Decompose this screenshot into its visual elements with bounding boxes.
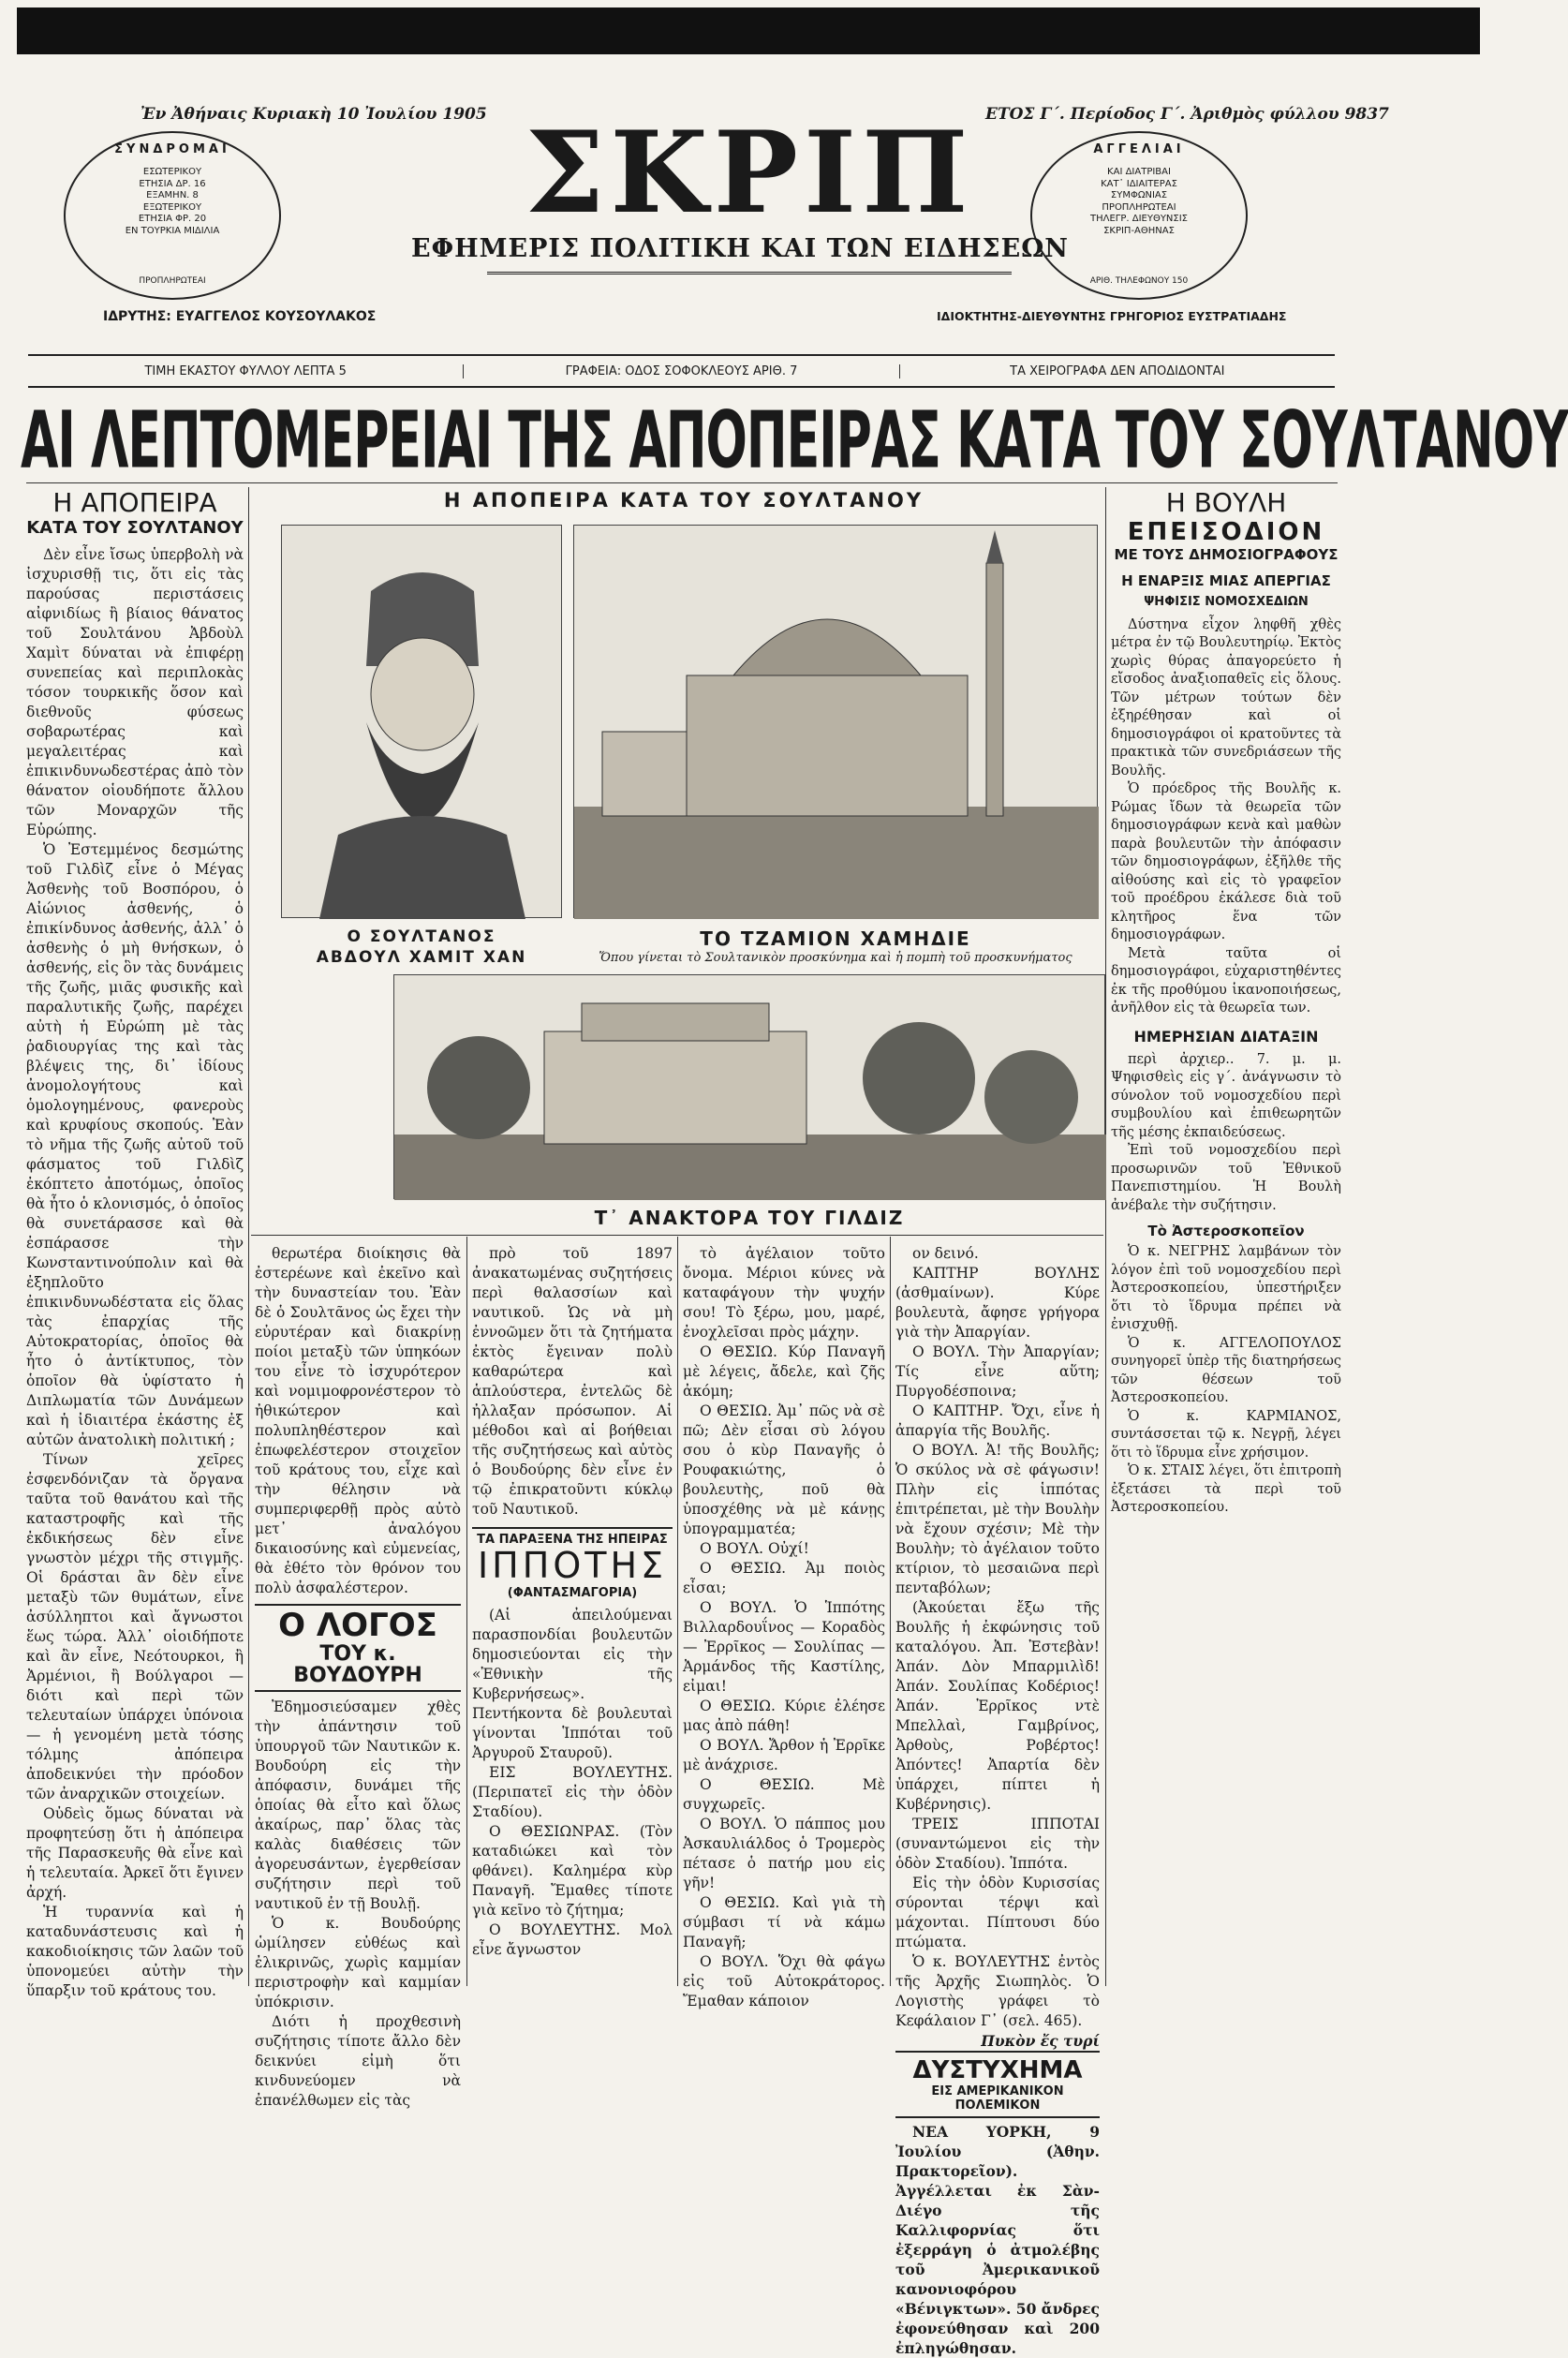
paragraph: Ὁ κ. ΑΓΓΕΛΟΠΟΥΛΟΣ συνηγορεῖ ὑπὲρ τῆς διατηρήσεως τῶν θέσεων τοῦ Ἀστεροσκοπείου. (1111, 1335, 1341, 1406)
paragraph: πρὸ τοῦ 1897 ἀνακατωμένας συζητήσεις περὶ θαλασσίων καὶ ναυτικοῦ. Ὡς νὰ μὴ ἐννοῶμεν ὅτι τὰ ζητήματα ἐκτὸς ἔγειναν πολὺ καθαρώτερα καὶ ἁπλούστερα, ἐντελῶς δὲ ἠλλαξαν πρόσωπον. Αἱ μέθοδοι καὶ αἱ βοήθειαι τῆς συζητήσεως καὶ αὐτὸς ὁ Βουδούρης δὲν εἶνε ἐν τῷ ἐπικρατοῦντι κύκλῳ τοῦ Ναυτικοῦ. (472, 1245, 673, 1518)
seal-foot: ΑΡΙΘ. ΤΗΛΕΦΩΝΟΥ 150 (1089, 275, 1189, 286)
paragraph: Ὁ κ. Βουδούρης ὡμίλησεν εὐθέως καὶ ἐλικρινῶς, χωρὶς καμμίαν περιστροφὴν καὶ καμμίαν ὑπόκρισιν. (255, 1914, 461, 2010)
masthead-rule (487, 272, 1012, 274)
article-sub4: ΨΗΦΙΣΙΣ ΝΟΜΟΣΧΕΔΙΩΝ (1144, 594, 1309, 609)
paragraph: Μετὰ ταῦτα οἱ δημοσιογράφοι, εὐχαριστηθέντες ἐκ τῆς προθύμου ἱκανοποιήσεως, ἀνῆλθον εἰς τὰ θεωρεῖα των. (1111, 945, 1341, 1016)
palace-picture (393, 974, 1105, 1199)
paragraph: Ο ΘΕΣΙΩΝΡΑΣ. (Τὸν καταδιώκει καὶ τὸν φθάνει). Καλημέρα κὺρ Παναγῆ. Ἔμαθες τίποτε γιὰ κεῖνο τὸ ζήτημα; (472, 1822, 673, 1919)
paragraph: τὸ ἀγέλαιον τοῦτο ὄνομα. Μέριοι κύνες νὰ καταφάγουν τὴν ψυχήν σου! Τὸ ξέρω, μου, μαρέ, ἐνοχλεῖσαι πρὸς μάχην. (683, 1245, 885, 1341)
seal-foot: ΠΡΟΠΛΗΡΩΤΕΑΙ (139, 275, 206, 286)
paragraph: Ο ΘΕΣΙΩ. Καὶ γιὰ τὴ σύμβασι τί νὰ κάμω Παναγῆ; (683, 1894, 885, 1950)
column-rule (677, 1237, 678, 1986)
headline-rule (26, 482, 1338, 483)
paragraph: Ο ΒΟΥΛ. Ὅχι θὰ φάγω εἰς τοῦ Αὐτοκράτορος. Ἔμαθαν κάποιον (683, 1953, 885, 2009)
paragraph: Ο ΒΟΥΛ. Ὁ πάππος μου Ἀσκαυλιάλδος ὁ Τρομερὸς πέτασε ὁ πατήρ μου εἰς γῆν! (683, 1816, 885, 1891)
observatory-heading: Τὸ Ἀστεροσκοπεῖον (1147, 1223, 1305, 1240)
paragraph: Ο ΒΟΥΛ. Ὁ Ἱππότης Βιλλαρδουΐνος — Κοραδὸς — Ἐρρῖκος — Σουλίπας — Ἀρμάνδος τῆς Καστίλης, εἰμαι! (683, 1599, 885, 1695)
advertisements-seal (1030, 131, 1248, 300)
paragraph: (Ἀκούεται ἔξω τῆς Βουλῆς ἡ ἐκφώνησις τοῦ καταλόγου. Ἀπ. Ἐστεβὰν! Ἀπάν. Δὸν Μπαρμιλὶδ! Ἀπάν. Σουλίπας Κοδέριος! Ἀπάν. Ἐρρῖκος ντὲ Μπελλαὶ, Γαμβρίνος, Ἀρθοὺς, Ροβέρτος! Ἀπόντες! Ἀπαρτία δὲν ὑπάρχει, πίπτει ἡ Κυβέρνησις). (895, 1599, 1100, 1813)
paragraph: Ὁ κ. ΚΑΡΜΙΑΝΟΣ, συντάσσεται τῷ κ. Νεγρῇ, λέγει ὅτι τὸ ἵδρυμα εἶνε χρήσιμον. (1111, 1408, 1341, 1461)
accident-subtitle: ΕΙΣ ΑΜΕΡΙΚΑΝΙΚΟΝ ΠΟΛΕΜΙΚΟΝ (895, 2084, 1100, 2118)
column-rule (890, 1237, 891, 1986)
paragraph: Δύστηνα εἶχον ληφθῆ χθὲς μέτρα ἐν τῷ Βουλευτηρίῳ. Ἐκτὸς χωρὶς θύρας ἀπαγορεύετο ἡ εἴσοδος ἀναξιοπαθεῖς εἰς ὅλους. Τῶν μέτρων τούτων δὲν ἐξηρέθησαν καὶ οἱ δημοσιογράφοι οἱ κρατοῦντες τὰ πρακτικὰ τῶν συνεδριάσεων τῆς Βουλῆς. (1111, 616, 1341, 779)
paragraph: Οὐδεὶς ὅμως δύναται νὰ προφητεύσῃ ὅτι ἡ ἀπόπειρα τῆς Παρασκευῆς θὰ εἶνε καὶ ἡ τελευταία. Ἀρκεῖ ὅτι ἔγινεν ἀρχή. (26, 1804, 244, 1901)
palace-caption: Τ᾽ ΑΝΑΚΤΟΡΑ ΤΟΥ ΓΙΛΔΙΖ (594, 1207, 905, 1229)
box-subtitle: ΤΟΥ κ. ΒΟΥΔΟΥΡΗ (293, 1641, 422, 1687)
column-3 (472, 1244, 673, 1986)
poem-subtitle: (ΦΑΝΤΑΣΜΑΓΟΡΙΑ) (507, 1585, 638, 1600)
poem-label: ΤΑ ΠΑΡΑΞΕΝΑ ΤΗΣ ΗΠΕΙΡΑΣ (472, 1527, 673, 1547)
column-rule (248, 487, 249, 1986)
paragraph: Ο ΒΟΥΛ. Οὐχί! (700, 1540, 809, 1557)
paragraph: Ο ΒΟΥΛ. Ἄρθον ἡ Ἐρρῖκε μὲ ἀνάχρισε. (683, 1737, 885, 1773)
seal-line: ΣΚΡΙΠ-ΑΘΗΝΑΣ (1103, 225, 1175, 236)
illustration-bottom-rule (251, 1235, 1103, 1236)
paragraph: Ἡ τυραννία καὶ ἡ καταδυνάστευσις καὶ ἡ κακοδιοίκησις τῶν λαῶν τοῦ ὑπονομεύει αὐτὴν τὴν ὕπαρξιν τοῦ κράτους του. (26, 1903, 244, 1999)
seal-arc: ΣΥΝΔΡΟΜΑΙ (114, 142, 230, 156)
sultan-portrait-drawing (282, 526, 563, 919)
seal-line: ΚΑΤ᾽ ΙΔΙΑΙΤΕΡΑΣ (1101, 178, 1177, 189)
mosque-picture (573, 525, 1098, 918)
illustration-title: Η ΑΠΟΠΕΙΡΑ ΚΑΤΑ ΤΟΥ ΣΟΥΛΤΑΝΟΥ (443, 489, 925, 512)
paragraph: Ο ΒΟΥΛ. Ἀ! τῆς Βουλῆς; Ὁ σκύλος νὰ σὲ φάγωσιν! Πλὴν εἰς ἱππότας ἐπιτρέπεται, μὲ τὴν Βουλὴν νὰ ἔχουν σχέσιν; Μὲ τὴν Βουλὴν; τὸ ἀγέλαιον τοῦτο κτίριον, τὸ μεσαιῶνα περὶ πενταβόλων; (895, 1442, 1100, 1596)
left-article (26, 487, 244, 1999)
seal-line: ΠΡΟΠΛΗΡΩΤΕΑΙ (1102, 201, 1176, 213)
portrait-caption-name: ΑΒΔΟΥΛ ΧΑΜΙΤ ΧΑΝ (316, 948, 527, 967)
article-title: Η ΒΟΥΛΗ (1165, 487, 1287, 518)
price-text: ΤΙΜΗ ΕΚΑΣΤΟΥ ΦΥΛΛΟΥ ΛΕΠΤΑ 5 (28, 364, 464, 378)
paragraph: ΚΑΠΤΗΡ ΒΟΥΛΗΣ (ἀσθμαίνων). Κύρε βουλευτὰ, ἄφησε γρήγορα γιὰ τὴν Ἀπαργίαν. (895, 1265, 1100, 1341)
mosque-caption: ΤΟ ΤΖΑΜΙΟΝ ΧΑΜΗΔΙΕ (700, 927, 971, 950)
paragraph: Ο ΒΟΥΛ. Τὴν Ἀπαργίαν; Τίς εἶνε αὕτη; Πυργοδέσποινα; (895, 1343, 1100, 1400)
sultan-portrait (281, 525, 562, 918)
seal-line: ΕΞΩΤΕΡΙΚΟΥ (142, 201, 202, 213)
paragraph: Ο ΘΕΣΙΩ. Ἀμ ποιὸς εἶσαι; (683, 1560, 885, 1596)
column-rule (466, 1237, 467, 1986)
paragraph: (Αἱ ἀπειλούμεναι παρασπονδίαι βουλευτῶν δημοσιεύονται εἰς τὴν «Ἐθνικὴν τῆς Κυβερνήσεως». Πεντήκοντα δὲ βουλευταὶ γίνονται Ἱππόται τοῦ Ἀργυροῦ Σταυροῦ). (472, 1606, 673, 1761)
article-subtitle: ΕΠΕΙΣΟΔΙΟΝ (1127, 517, 1325, 546)
article-sub2: ΜΕ ΤΟΥΣ ΔΗΜΟΣΙΟΓΡΑΦΟΥΣ (1114, 545, 1339, 563)
scan-noise-band (17, 7, 1480, 54)
main-headline: ΑΙ ΛΕΠΤΟΜΕΡΕΙΑΙ ΤΗΣ ΑΠΟΠΕΙΡΑΣ ΚΑΤΑ ΤΟΥ ΣΟΥΛΤΑΝΟΥ (21, 393, 1568, 486)
issue-number: ΕΤΟΣ Γ΄. Περίοδος Γ΄. Ἀριθμὸς φύλλου 9837 (985, 105, 1389, 124)
mosque-drawing (574, 526, 1099, 919)
paragraph: Ὁ πρόεδρος τῆς Βουλῆς κ. Ρώμας ἴδων τὰ θεωρεῖα τῶν δημοσιογράφων κενὰ καὶ μαθὼν παρὰ βουλευτῶν τὴν ἀπόφασιν τῶν δημοσιογράφων, ἐξῆλθε τῆς αἰθούσης καὶ εἰς τὸ γραφεῖον τοῦ προέδρου ἐκάλεσε διὰ τοῦ κλητῆρος ἕνα τῶν δημοσιογράφων. (1111, 781, 1341, 943)
masthead-title: ΣΚΡΙΠ (525, 107, 974, 239)
column-rule (1105, 487, 1106, 1986)
column-4 (683, 1244, 885, 2009)
article-subtitle: ΚΑΤΑ ΤΟΥ ΣΟΥΛΤΑΝΟΥ (26, 517, 244, 538)
office-text: ΓΡΑΦΕΙΑ: ΟΔΟΣ ΣΟΦΟΚΛΕΟΥΣ ΑΡΙΘ. 7 (464, 364, 899, 378)
accident-text: ΝΕΑ ΥΟΡΚΗ, 9 Ἰουλίου (Ἀθην. Πρακτορεῖον). Ἀγγέλλεται ἐκ Σὰν-Διέγο τῆς Καλλιφορνίας ὅτι ἐξερράγη ὁ ἀτμολέβης τοῦ Ἀμερικανικοῦ κανονιοφόρου «Βένιγκτων». 50 ἄνδρες ἐφονεύθησαν καὶ 200 ἐπληγώθησαν. (895, 2123, 1100, 2357)
paragraph: ΤΡΕΙΣ ΙΠΠΟΤΑΙ (συναντώμενοι εἰς τὴν ὁδὸν Σταδίου). Ἱππότα. (895, 1816, 1100, 1872)
paragraph: Ο ΚΑΠΤΗΡ. Ὄχι, εἶνε ἡ ἀπαργία τῆς Βουλῆς. (895, 1402, 1100, 1439)
paragraph: Ὁ κ. ΣΤΑΙΣ λέγει, ὅτι ἐπιτροπὴ ἐξετάσει τὰ περὶ τοῦ Ἀστεροσκοπείου. (1111, 1463, 1341, 1516)
poem-signature: Πυκὸν ἔς τυρί (981, 2032, 1100, 2050)
subscriptions-seal (64, 131, 281, 300)
seal-line: ΕΝ ΤΟΥΡΚΙΑ ΜΙΔΙΛΙΑ (125, 225, 220, 236)
right-article (1111, 489, 1341, 1986)
paragraph: ΕΙΣ ΒΟΥΛΕΥΤΗΣ. (Περιπατεῖ εἰς τὴν ὁδὸν Σταδίου). (472, 1763, 673, 1820)
manuscripts-notice: ΤΑ ΧΕΙΡΟΓΡΑΦΑ ΔΕΝ ΑΠΟΔΙΔΟΝΤΑΙ (1010, 363, 1225, 378)
paragraph: Ο ΘΕΣΙΩ. Μὲ συγχωρεῖς. (683, 1776, 885, 1813)
column-5 (895, 1244, 1100, 2357)
column-2 (255, 1244, 461, 2109)
seal-line: ΚΑΙ ΔΙΑΤΡΙΒΑΙ (1107, 167, 1171, 177)
paragraph: Τίνων χεῖρες ἐσφενδόνιζαν τὰ ὄργανα ταῦτα τοῦ θανάτου καὶ τῆς καταστροφῆς καὶ τῆς ἐκδικήσεως δὲν εἶνε γνωστὸν μέχρι τῆς στιγμῆς. Οἱ δράσται ἂν δὲν εἶνε μεταξὺ τῶν θυμάτων, εἶνε ἀσύλληπτοι καὶ ἄγνωστοι ἕως τώρα. Ἀλλ᾽ οἱοιδήποτε καὶ ἂν εἶνε, Νεότουρκοι, ἢ Ἀρμένιοι, ἢ Βούλγαροι — διότι καὶ περὶ τῶν τελευταίων ὑπάρχει ὑπόνοια — ἡ γενομένη μετὰ τόσης τόλμης ἀπόπειρα ἀποδεικνύει τὴν πρόοδον τῶν ἀναρχικῶν στοιχείων. (26, 1450, 244, 1802)
info-bar (28, 354, 1335, 388)
paragraph: Ἐδημοσιεύσαμεν χθὲς τὴν ἀπάντησιν τοῦ ὑπουργοῦ τῶν Ναυτικῶν κ. Βουδούρη εἰς τὴν ἀπόφασιν, δυνάμει τῆς ὁποίας θὰ εἶτο καὶ ὅλως ἀκαίρως, παρ᾽ ὅλας τὰς καλὰς διαθέσεις τῶν ἀγορευσάντων, ἐγερθείσαν συζήτησιν περὶ τοῦ ναυτικοῦ ἐν τῇ Βουλῇ. (255, 1698, 461, 1912)
paragraph: θερωτέρα διοίκησις θὰ ἐστερέωνε καὶ ἐκεῖνο καὶ τὴν δυναστείαν του. Ἐὰν δὲ ὁ Σουλτᾶνος ὡς ἔχει τὴν εὐρυτέραν καὶ διακρίνῃ ποίοι μεταξὺ τῶν ὑπηκόων του εἶνε τὸ ἰσχυρότερον καὶ νομιμοφρονέστερον τὸ ἠθικώτερον καὶ πολυπληθέστερον καὶ ἐπωφελέστερον στοιχεῖον τοῦ κράτους του, εἶχε καὶ τὴν θέλησιν νὰ συμπεριφερθῇ πρὸς αὐτὸ μετ᾽ ἀναλόγου δικαιοσύνης καὶ εὐμενείας, θὰ ἐθέτο τὸν θρόνον του πολὺ ἀσφαλέστερον. (255, 1245, 461, 1596)
paragraph: ον δεινό. (912, 1245, 979, 1262)
mosque-subcaption: Ὅπου γίνεται τὸ Σουλτανικὸν προσκύνημα καὶ ἡ πομπὴ τοῦ προσκυνήματος (599, 951, 1072, 965)
paragraph: Εἰς τὴν ὁδὸν Κυρισσίας σύρονται τέρψι καὶ μάχονται. Πίπτουσι δύο πτώματα. (895, 1875, 1100, 1950)
paragraph: Διότι ἡ προχθεσινὴ συζήτησις τίποτε ἄλλο δὲν δεικνύει εἰμὴ ὅτι κινδυνεύομεν νὰ ἐπανέλθωμεν εἰς τὰς (255, 2012, 461, 2109)
owner-line: ΙΔΙΟΚΤΗΤΗΣ-ΔΙΕΥΘΥΝΤΗΣ ΓΡΗΓΟΡΙΟΣ ΕΥΣΤΡΑΤΙΑΔΗΣ (937, 309, 1287, 323)
box-title: Ο ΛΟΓΟΣ (278, 1607, 437, 1644)
seal-line: ΕΤΗΣΙΑ ΦΡ. 20 (138, 214, 207, 224)
agenda-heading: ΗΜΕΡΗΣΙΑΝ ΔΙΑΤΑΞΙΝ (1133, 1027, 1319, 1046)
masthead-subtitle: ΕΦΗΜΕΡΙΣ ΠΟΛΙΤΙΚΗ ΚΑΙ ΤΩΝ ΕΙΔΗΣΕΩΝ (411, 234, 1069, 263)
paragraph: Ο ΒΟΥΛΕΥΤΗΣ. Μολ εἶνε ἄγνωστον (472, 1921, 673, 1958)
dateline: Ἐν Ἀθήναις Κυριακὴ 10 Ἰουλίου 1905 (141, 105, 487, 124)
paragraph: περὶ ἀρχιερ.. 7. μ. μ. Ψηφισθεὶς εἰς γ΄. ἀνάγνωσιν τὸ σύνολον τοῦ νομοσχεδίου περὶ συμβουλίου καὶ ἐπιθεωρητῶν τῆς μέσης ἐκπαιδεύσεως. (1111, 1051, 1341, 1140)
seal-line: ΤΗΛΕΓΡ. ΔΙΕΥΘΥΝΣΙΣ (1089, 214, 1188, 224)
paragraph: Ὁ κ. ΒΟΥΛΕΥΤΗΣ ἐντὸς τῆς Ἀρχῆς Σιωπηλὸς. Ὁ Λογιστὴς γράφει τὸ Κεφάλαιον Γ᾽ (σελ. 465). (895, 1953, 1100, 2029)
article-sub3: Η ΕΝΑΡΞΙΣ ΜΙΑΣ ΑΠΕΡΓΙΑΣ (1121, 571, 1331, 589)
accident-title: ΔΥΣΤΥΧΗΜΑ (895, 2051, 1100, 2084)
paragraph: Ὁ Ἐστεμμένος δεσμώτης τοῦ Γιλδὶζ εἶνε ὁ Μέγας Ἀσθενὴς τοῦ Βοσπόρου, ὁ Αἰώνιος ἀσθενής, ὁ ἐπικίνδυνος ἀσθενής, ἀλλ᾽ ὁ ἀσθενὴς ὁ μὴ θνήσκων, ὁ ἀσθενής, εἰς ὃν τὰς δυνάμεις τῆς ζωῆς, μιᾶς φυσικῆς καὶ παραλυτικῆς ζωῆς, παρέχει αὐτὴ ἡ Εὐρώπη μὲ τὰς ῥαδιουργίας της καὶ τὰς βλέψεις της, δι᾽ ἰδίους ἀνομολογήτους καὶ ὁμολογημένους, φανεροὺς καὶ κρυφίους σκοπούς. Ἐὰν τὸ νῆμα τῆς ζωῆς αὐτοῦ τοῦ φάσματος τοῦ Γιλδὶζ ἐκόπτετο ἀποτόμως, ὁποῖος θὰ ἦτο ὁ κλονισμός, ὁ ὁποῖος θὰ συνετάρασσε καὶ θὰ ἐσπάρασσε τὴν Κωνσταντινούπολιν καὶ θὰ ἐξηπλοῦτο ἐπικινδυνωδέστατα εἰς ὅλας τὰς ἐπαρχίας τῆς Αὐτοκρατορίας, ὁποῖος θὰ ἦτο ὁ ἀντίκτυπος, τὸν ὁποῖον θὰ ὑφίστατο ἡ Διπλωματία τῶν Δυνάμεων καὶ ἡ ἰδιαιτέρα ἑκάστης ἐξ αὐτῶν ἀνατολικὴ πολιτική ; (26, 840, 244, 1448)
paragraph: Ο ΘΕΣΙΩ. Κύρ Παναγῆ μὲ λέγεις, ἄδελε, καὶ ζῆς ἀκόμη; (683, 1343, 885, 1400)
article-title: Η ΑΠΟΠΕΙΡΑ (52, 487, 217, 518)
poem-title: ΙΠΠΟΤΗΣ (477, 1545, 668, 1586)
portrait-caption: Ο ΣΟΥΛΤΑΝΟΣ (347, 927, 496, 946)
paragraph: Ὁ κ. ΝΕΓΡΗΣ λαμβάνων τὸν λόγον ἐπὶ τοῦ νομοσχεδίου περὶ Ἀστεροσκοπείου, ὑπεστήριξεν ὅτι τὸ ἵδρυμα πρέπει νὰ ἐνισχυθῇ. (1111, 1244, 1341, 1333)
paragraph: Ἐπὶ τοῦ νομοσχεδίου περὶ προσωρινῶν τοῦ Ἐθνικοῦ Πανεπιστημίου. Ἡ Βουλὴ ἀνέβαλε τὴν συζήτησιν. (1111, 1143, 1341, 1213)
palace-drawing (394, 975, 1106, 1200)
paragraph: Ο ΘΕΣΙΩ. Κύριε ἐλέησε μας ἀπὸ πάθη! (683, 1698, 885, 1734)
seal-line: ΕΣΩΤΕΡΙΚΟΥ (142, 167, 202, 177)
founder-line: ΙΔΡΥΤΗΣ: ΕΥΑΓΓΕΛΟΣ ΚΟΥΣΟΥΛΑΚΟΣ (103, 309, 377, 324)
paragraph: Δὲν εἶνε ἴσως ὑπερβολὴ νὰ ἰσχυρισθῇ τις, ὅτι εἰς τὰς παρούσας περιστάσεις αἰφνιδίως ἢ βίαιος θάνατος τοῦ Σουλτάνου Ἀβδοὺλ Χαμὶτ δύναται νὰ ἐπιφέρῃ συνεπείας καὶ περιπλοκὰς τόσον τουρκικῆς ὅσον καὶ διεθνοῦς φύσεως σοβαρωτέρας καὶ μεγαλειτέρας καὶ ἐπικινδυνωδεστέρας ἀπὸ τὸν θάνατον οἱουδήποτε ἄλλου τῶν Μοναρχῶν τῆς Εὐρώπης. (26, 545, 244, 838)
logos-heading (255, 1604, 461, 1692)
seal-line: ΕΤΗΣΙΑ ΔΡ. 16 (139, 178, 206, 189)
seal-line: ΕΞΑΜΗΝ. 8 (146, 190, 199, 200)
seal-arc: ΑΓΓΕΛΙΑΙ (1093, 142, 1185, 156)
paragraph: Ο ΘΕΣΙΩ. Ἀμ᾽ πῶς νὰ σὲ πῶ; Δὲν εἶσαι σὺ λόγου σου ὁ κὺρ Παναγῆς ὁ Ρουφακιώτης, ὁ βουλευτὴς, ποῦ θὰ ὑποσχέθης νὰ μὲ κάνῃς ὑπογραμματέα; (683, 1402, 885, 1537)
seal-line: ΣΥΜΦΩΝΙΑΣ (1110, 190, 1168, 200)
